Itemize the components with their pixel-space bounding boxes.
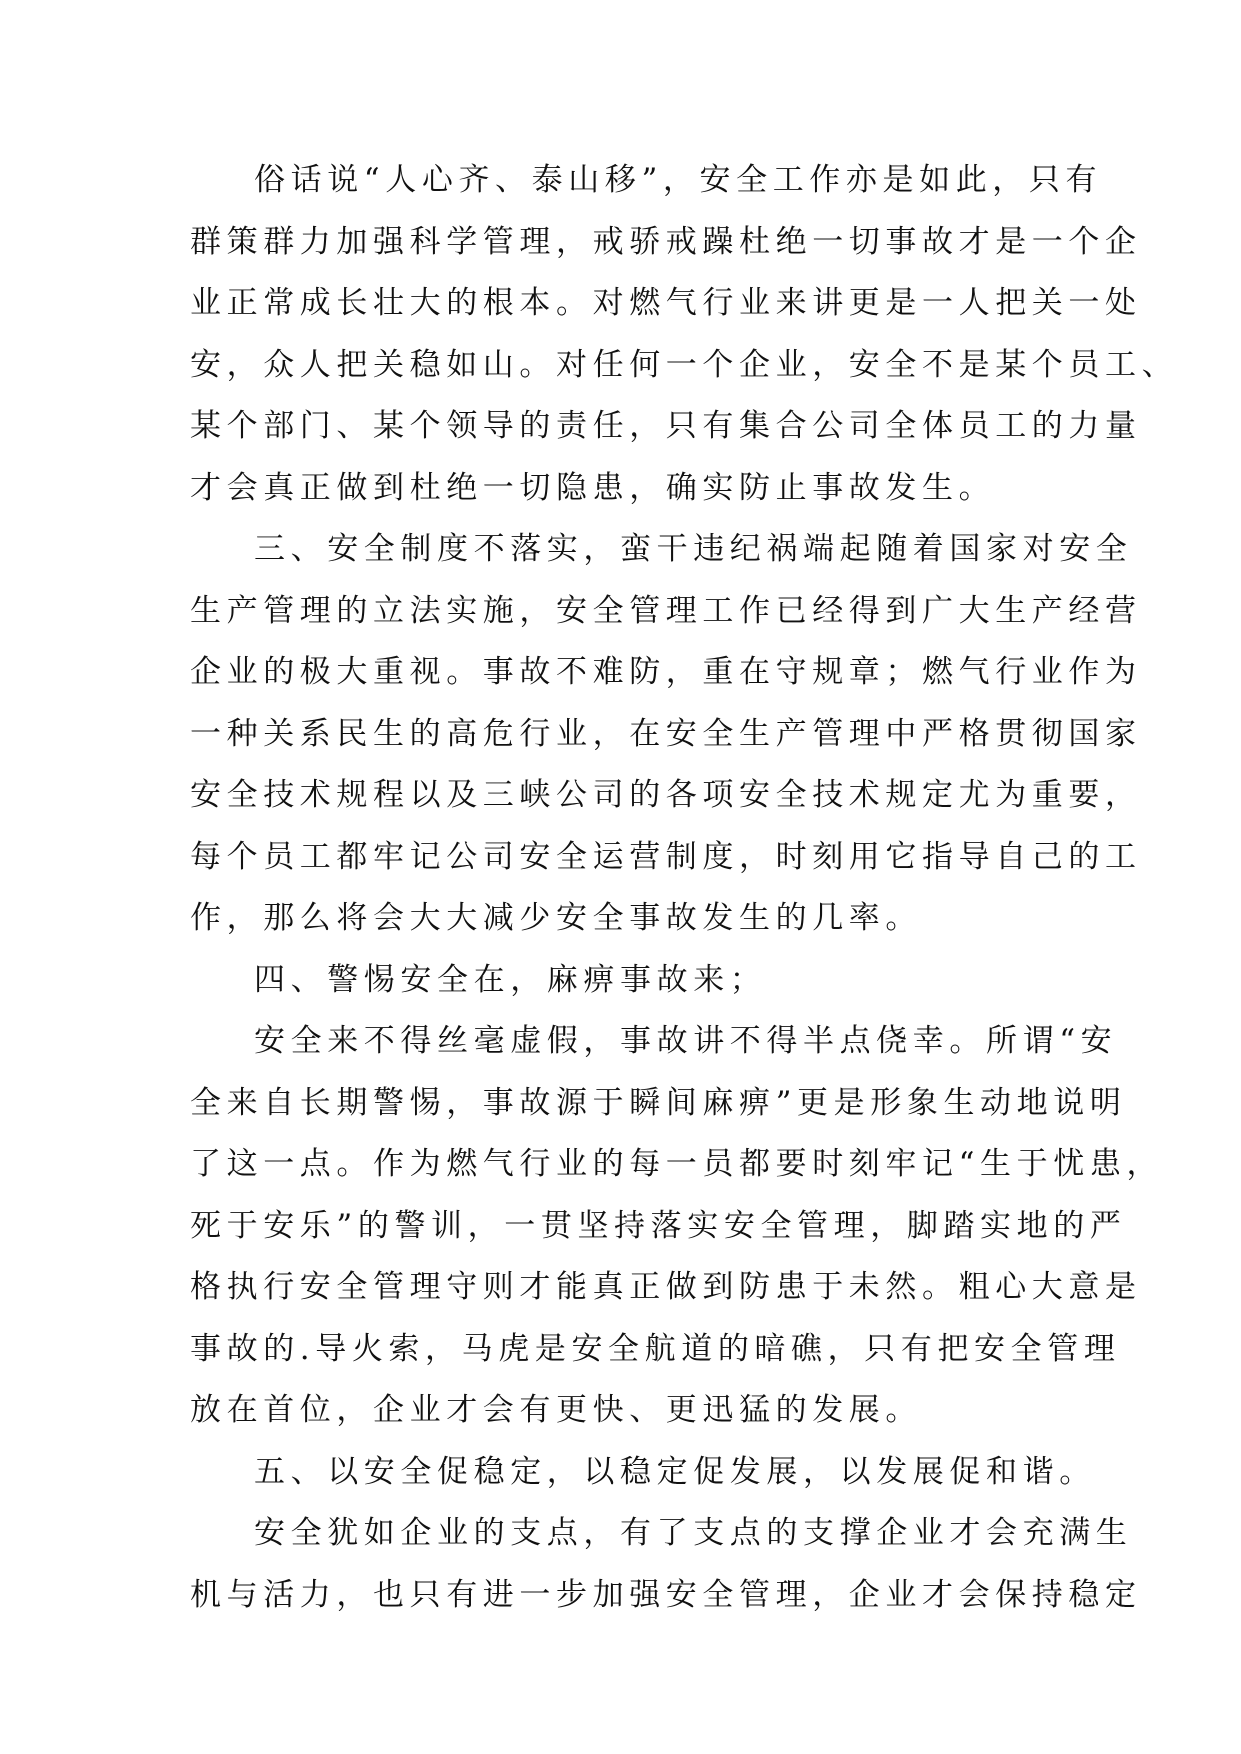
text-line: 俗话说“人心齐、泰山移”，安全工作亦是如此，只有 [254,162,1103,198]
text-line: 安全来不得丝毫虚假，事故讲不得半点侥幸。所谓“安 [254,1023,1118,1059]
document-body [190,150,1179,1626]
text-line: 某个部门、某个领导的责任，只有集合公司全体员工的力量 [190,408,1142,444]
text-line: 事故的.导火索，马虎是安全航道的暗礁，只有把安全管理 [190,1330,1121,1367]
text-line: 每个员工都牢记公司安全运营制度，时刻用它指导自己的工 [190,838,1142,875]
text-line: 业正常成长壮大的根本。对燃气行业来讲更是一人把关一处 [190,285,1142,321]
text-line: 五、以安全促稳定，以稳定促发展，以发展促和谐。 [254,1453,1096,1490]
text-line: 四、警惕安全在，麻痹事故来； [254,961,767,998]
text-line: 死于安乐”的警训，一贯坚持落实安全管理，脚踏实地的严 [190,1207,1127,1244]
text-line: 机与活力，也只有进一步加强安全管理，企业才会保持稳定 [190,1576,1142,1613]
text-line: 三、安全制度不落实，蛮干违纪祸端起随着国家对安全 [254,531,1133,567]
text-line: 一种关系民生的高危行业，在安全生产管理中严格贯彻国家 [190,715,1142,752]
text-line: 作，那么将会大大减少安全事故发生的几率。 [190,900,922,936]
text-line: 安全技术规程以及三峡公司的各项安全技术规定尤为重要， [190,777,1142,813]
text-line: 了这一点。作为燃气行业的每一员都要时刻牢记“生于忧患， [190,1146,1164,1182]
text-line: 生产管理的立法实施，安全管理工作已经得到广大生产经营 [190,592,1142,629]
text-line: 放在首位，企业才会有更快、更迅猛的发展。 [190,1392,922,1428]
text-line: 格执行安全管理守则才能真正做到防患于未然。粗心大意是 [190,1269,1142,1305]
text-line: 群策群力加强科学管理，戒骄戒躁杜绝一切事故才是一个企 [190,223,1142,260]
text-line: 才会真正做到杜绝一切隐患，确实防止事故发生。 [190,469,996,506]
text-line: 安，众人把关稳如山。对任何一个企业，安全不是某个员工、 [190,346,1179,383]
text-line: 全来自长期警惕，事故源于瞬间麻痹”更是形象生动地说明 [190,1084,1127,1121]
text-line: 企业的极大重视。事故不难防，重在守规章；燃气行业作为 [190,654,1142,690]
text-line: 安全犹如企业的支点，有了支点的支撑企业才会充满生 [254,1515,1133,1551]
